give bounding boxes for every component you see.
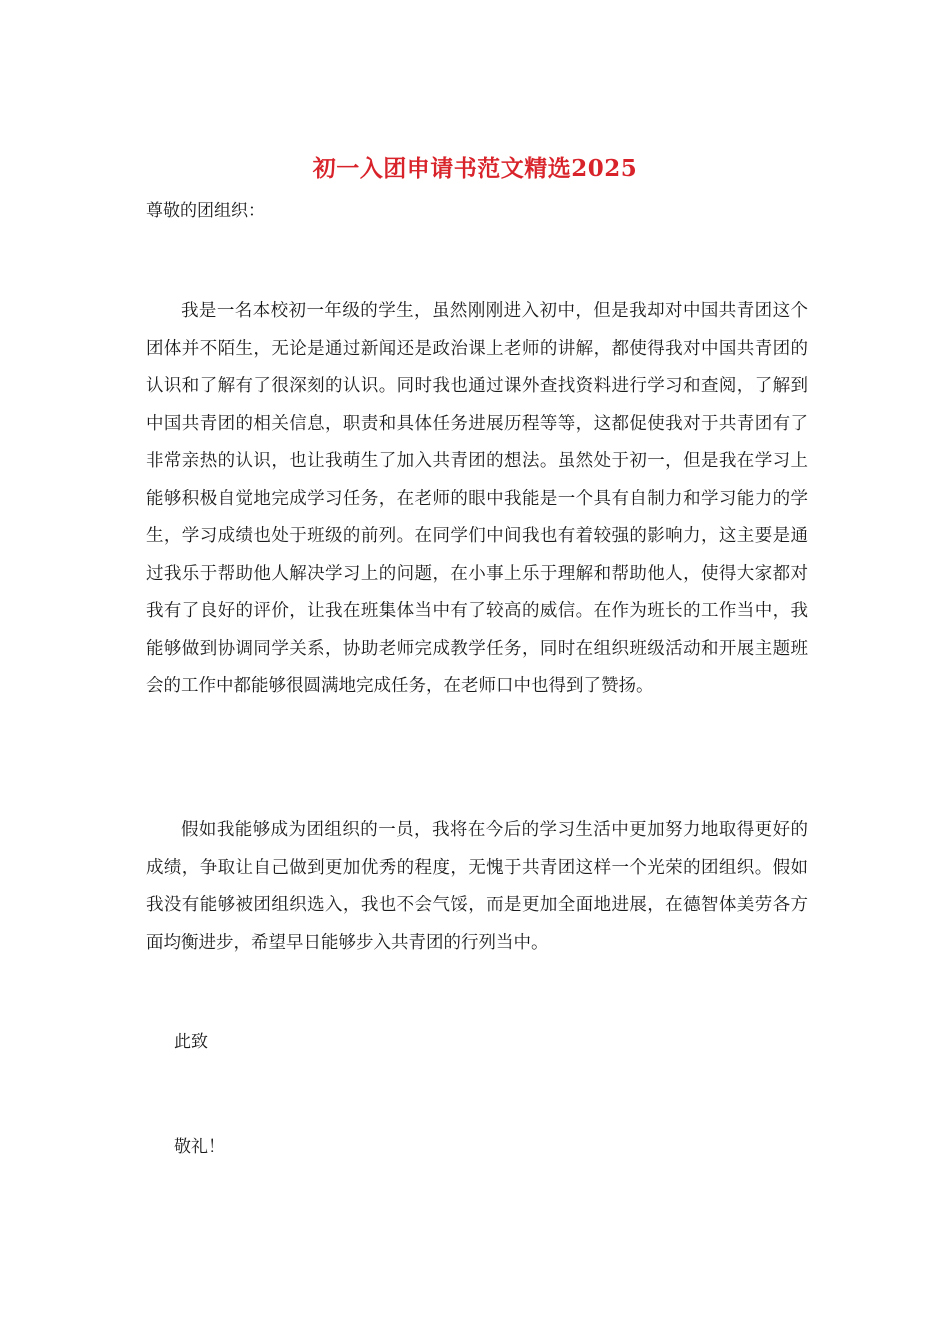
document-title: 初一入团申请书范文精选2025	[312, 155, 638, 182]
body-paragraph-1: 我是一名本校初一年级的学生，虽然刚刚进入初中，但是我却对中国共青团这个团体并不陌生，无论是通过新闻还是政治课上老师的讲解，都使得我对中国共青团的认识和了解有了很深刻的认识。同时我也通过课外查找资料进行学习和查阅，了解到中国共青团的相关信息，职责和具体任务进展历程等等，这都促使我对于共青团有了非常亲热的认识，也让我萌生了加入共青团的想法。虽然处于初一，但是我在学习上能够积极自觉地完成学习任务，在老师的眼中我能是一个具有自制力和学习能力的学生，学习成绩也处于班级的前列。在同学们中间我也有着较强的影响力，这主要是通过我乐于帮助他人解决学习上的问题，在小事上乐于理解和帮助他人，使得大家都对我有了良好的评价，让我在班集体当中有了较高的威信。在作为班长的工作当中，我能够做到协调同学关系，协助老师完成教学任务，同时在组织班级活动和开展主题班会的工作中都能够很圆满地完成任务，在老师口中也得到了赞扬。	[146, 301, 808, 696]
salutation: 尊敬的团组织：	[146, 201, 265, 221]
closing-cizhi: 此致	[174, 1032, 208, 1052]
body-paragraph-2: 假如我能够成为团组织的一员，我将在今后的学习生活中更加努力地取得更好的成绩，争取让自己做到更加优秀的程度，无愧于共青团这样一个光荣的团组织。假如我没有能够被团组织选入，我也不会气馁，而是更加全面地进展，在德智体美劳各方面均衡进步，希望早日能够步入共青团的行列当中。	[146, 820, 808, 953]
closing-jingli: 敬礼！	[174, 1137, 225, 1157]
